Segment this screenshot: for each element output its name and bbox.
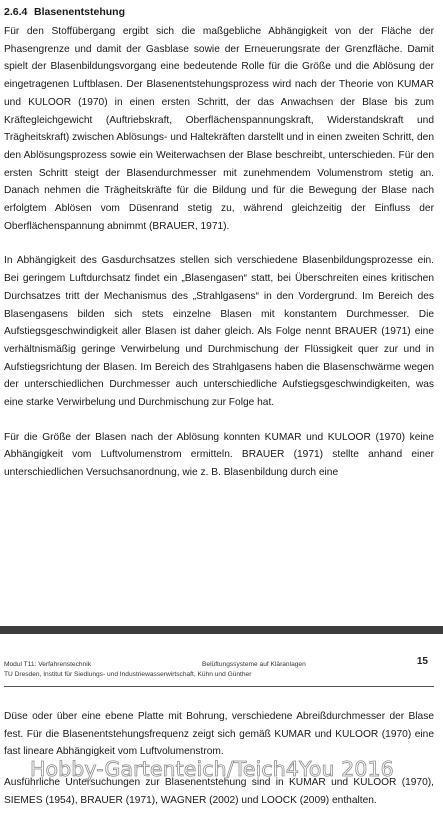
footer-divider — [4, 686, 434, 687]
footer-subject: Belüftungssysteme auf Kläranlagen — [202, 661, 306, 668]
footer-institute: TU Dresden, Institut für Siedlungs- und Industriewasserwirtschaft, Kühn und Günther — [4, 671, 252, 678]
section-title: Blasenentstehung — [34, 6, 126, 18]
footer-module: Modul T11: Verfahrenstechnik — [4, 661, 91, 668]
next-paragraph-2: Ausführliche Untersuchungen zur Blasenentstehung sind in KUMAR und KULOOR (1970), SIEMES (1954), BRAUER (1971), WAGNER (2002) und LOOCK (2009) enthalten. — [4, 777, 434, 806]
next-page-content — [4, 708, 434, 810]
watermark-text: Hobby-Gartenteich/Teich4You 2016 — [30, 757, 394, 781]
page-footer — [4, 656, 434, 687]
next-paragraph-1: Düse oder über eine ebene Platte mit Bohrung, verschiedene Abreißdurchmesser der Blase fest. Für die Blasenentstehungsfrequenz zeigt sich gemäß KUMAR und KULOOR (1970) eine fast lineare Abhängigkeit vom Luftvolumenstrom. — [4, 711, 434, 758]
page-content — [4, 5, 434, 482]
page-break-bar — [0, 626, 443, 634]
paragraph-3: Für die Größe der Blasen nach der Ablösung konnten KUMAR und KULOOR (1970) keine Abhängigkeit vom Luftvolumenstrom ermitteln. BRAUER (1971) stellte anhand einer unterschiedlichen Versuchsanordnung, wie z. B. Blasenbildung durch eine — [4, 431, 434, 479]
paragraph-2: In Abhängigkeit des Gasdurchsatzes stellen sich verschiedene Blasenbildungsprozesse ein. Bei geringem Luftdurchsatz findet ein „Blasengasen“ statt, bei Überschreiten eines kritischen Durchsatzes tritt der Mechanismus des „Strahlgasens“ in den Vordergrund. Im Bereich des Blasengasens bilden sich stets einzelne Blasen mit konstantem Durchmesser. Die Aufstiegsgeschwindigkeit aller Blasen ist daher gleich. Als Folge nennt BRAUER (1971) eine verhältnismäßig geringe Verwirbelung und Durchmischung der Flüssigkeit quer zur und in Aufstiegsrichtung der Blasen. Im Bereich des Strahlgasens haben die Blasenschwärme wegen der unterschiedlichen Durchmesser auch unterschiedliche Aufstiegsgeschwindigkeiten, was eine starke Verwirbelung und Durchmischung zur Folge hat. — [4, 255, 434, 409]
footer-page-number: 15 — [416, 656, 428, 667]
section-number: 2.6.4 — [4, 6, 28, 18]
section-heading — [4, 5, 434, 19]
paragraph-1: Für den Stoffübergang ergibt sich die maßgebliche Abhängigkeit von der Fläche der Phasengrenze und damit der Gasblase sowie der Erneuerungsrate der Grenzfläche. Damit spielt der Blasenbildungsvorgang eine bedeutende Rolle für die Größe und die Ablösung der eingetragenen Luftblasen. Der Blasenentstehungsprozess wird nach der Theorie von KUMAR und KULOOR (1970) in einen ersten Schritt, der das Anwachsen der Blase bis zum Kräftegleichgewicht (Auftriebskraft, Oberflächenspannungskraft, Widerstandskraft und Trägheitskraft) zwischen Ablösungs- und Haltekräften darstellt und in einen zweiten Schritt, den den Ablösungsprozess sowie ein Weiterwachsen der Blase beschreibt, unterschieden. Für den ersten Schritt steigt der Blasendurchmesser mit zunehmendem Volumenstrom stetig an. Danach nehmen die Trägheitskräfte für die Bildung und für die Bewegung der Blase nach erfolgtem Ablösen vom Düsenrand stetig zu, während gleichzeitig der Einfluss der Oberflächenspannung abnimmt (BRAUER, 1971). — [4, 26, 434, 232]
